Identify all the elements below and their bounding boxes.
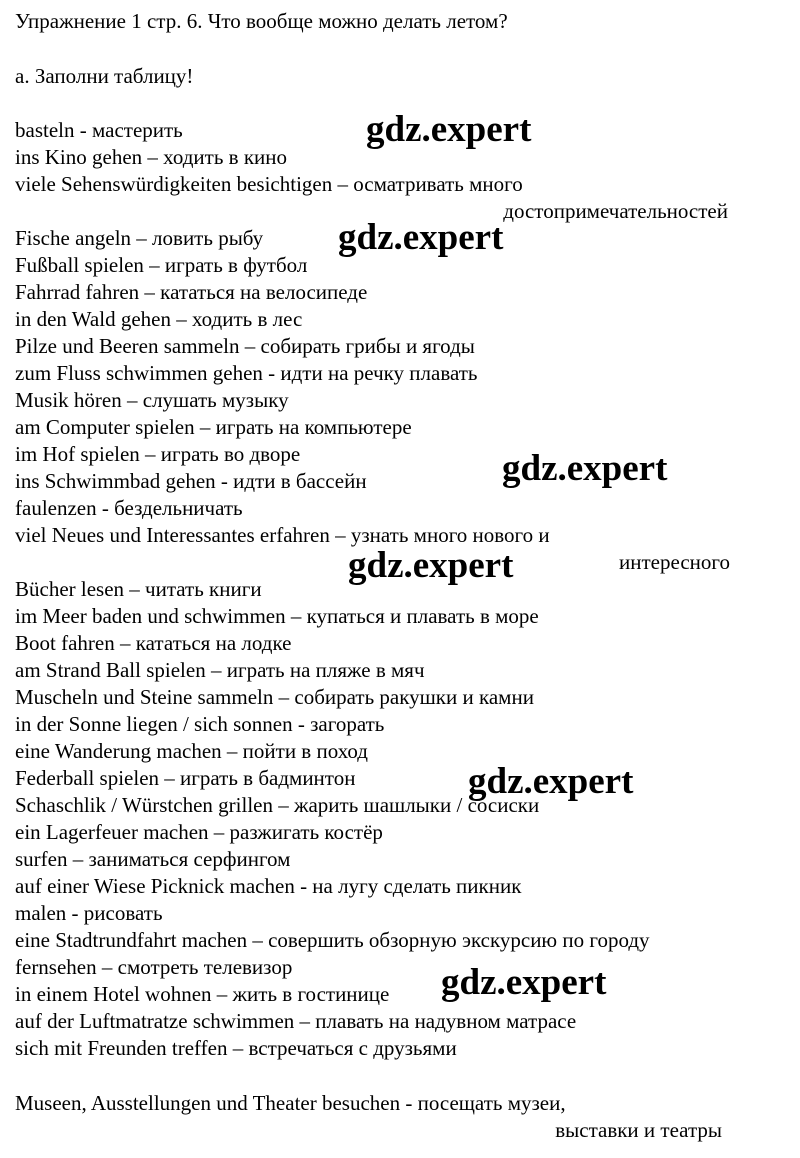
vocab-entry: faulenzen - бездельничать	[15, 496, 243, 520]
vocab-entry: viele Sehenswürdigkeiten besichtigen – осматривать много	[15, 172, 523, 196]
vocab-entry: zum Fluss schwimmen gehen - идти на речку плавать	[15, 361, 478, 385]
vocab-entry: Schaschlik / Würstchen grillen – жарить шашлыки / сосиски	[15, 793, 540, 817]
vocab-entry: Fußball spielen – играть в футбол	[15, 253, 308, 277]
vocab-entry: Musik hören – слушать музыку	[15, 388, 289, 412]
watermark-text: gdz.expert	[338, 217, 504, 258]
vocab-entry: in einem Hotel wohnen – жить в гостинице	[15, 982, 390, 1006]
vocab-entry: ins Schwimmbad gehen - идти в бассейн	[15, 469, 367, 493]
vocab-entry: im Meer baden und schwimmen – купаться и плавать в море	[15, 604, 539, 628]
exercise-title: Упражнение 1 стр. 6. Что вообще можно делать летом?	[15, 9, 508, 33]
vocab-entry: am Computer spielen – играть на компьютере	[15, 415, 412, 439]
vocab-entry-continuation: интересного	[619, 550, 730, 574]
vocab-entry: basteln - мастерить	[15, 118, 183, 142]
vocab-entry: in den Wald gehen – ходить в лес	[15, 307, 303, 331]
vocab-entry: in der Sonne liegen / sich sonnen - загорать	[15, 712, 385, 736]
watermark-text: gdz.expert	[441, 962, 607, 1003]
vocab-entry: eine Stadtrundfahrt machen – совершить обзорную экскурсию по городу	[15, 928, 650, 952]
vocab-entry: surfen – заниматься серфингом	[15, 847, 291, 871]
vocab-entry: Muscheln und Steine sammeln – собирать ракушки и камни	[15, 685, 534, 709]
watermark-text: gdz.expert	[502, 448, 668, 489]
vocab-entry: ein Lagerfeuer machen – разжигать костёр	[15, 820, 383, 844]
vocab-entry: Bücher lesen – читать книги	[15, 577, 262, 601]
vocab-entry: malen - рисовать	[15, 901, 163, 925]
vocab-entry: am Strand Ball spielen – играть на пляже в мяч	[15, 658, 425, 682]
vocab-entry: viel Neues und Interessantes erfahren – узнать много нового и	[15, 523, 550, 547]
vocab-entry: Boot fahren – кататься на лодке	[15, 631, 292, 655]
task-instruction: a. Заполни таблицу!	[15, 64, 194, 88]
vocab-entry: auf einer Wiese Picknick machen - на лугу сделать пикник	[15, 874, 522, 898]
vocab-entry: ins Kino gehen – ходить в кино	[15, 145, 288, 169]
vocab-entry: sich mit Freunden treffen – встречаться с друзьями	[15, 1036, 457, 1060]
vocab-entry: Museen, Ausstellungen und Theater besuchen - посещать музеи,	[15, 1091, 566, 1115]
vocab-entry: auf der Luftmatratze schwimmen – плавать на надувном матрасе	[15, 1009, 577, 1033]
watermark-text: gdz.expert	[366, 109, 532, 150]
vocab-entry: Fahrrad fahren – кататься на велосипеде	[15, 280, 368, 304]
vocab-entry: im Hof spielen – играть во дворе	[15, 442, 301, 466]
vocab-entry: Federball spielen – играть в бадминтон	[15, 766, 356, 790]
vocab-entry: Fische angeln – ловить рыбу	[15, 226, 264, 250]
watermark-text: gdz.expert	[468, 761, 634, 802]
vocab-entry: fernsehen – смотреть телевизор	[15, 955, 293, 979]
vocab-entry-continuation: достопримечательностей	[503, 199, 728, 223]
vocab-entry-continuation: выставки и театры	[555, 1118, 722, 1142]
watermark-text: gdz.expert	[348, 545, 514, 586]
vocab-entry: eine Wanderung machen – пойти в поход	[15, 739, 368, 763]
vocab-entry: Pilze und Beeren sammeln – собирать грибы и ягоды	[15, 334, 475, 358]
